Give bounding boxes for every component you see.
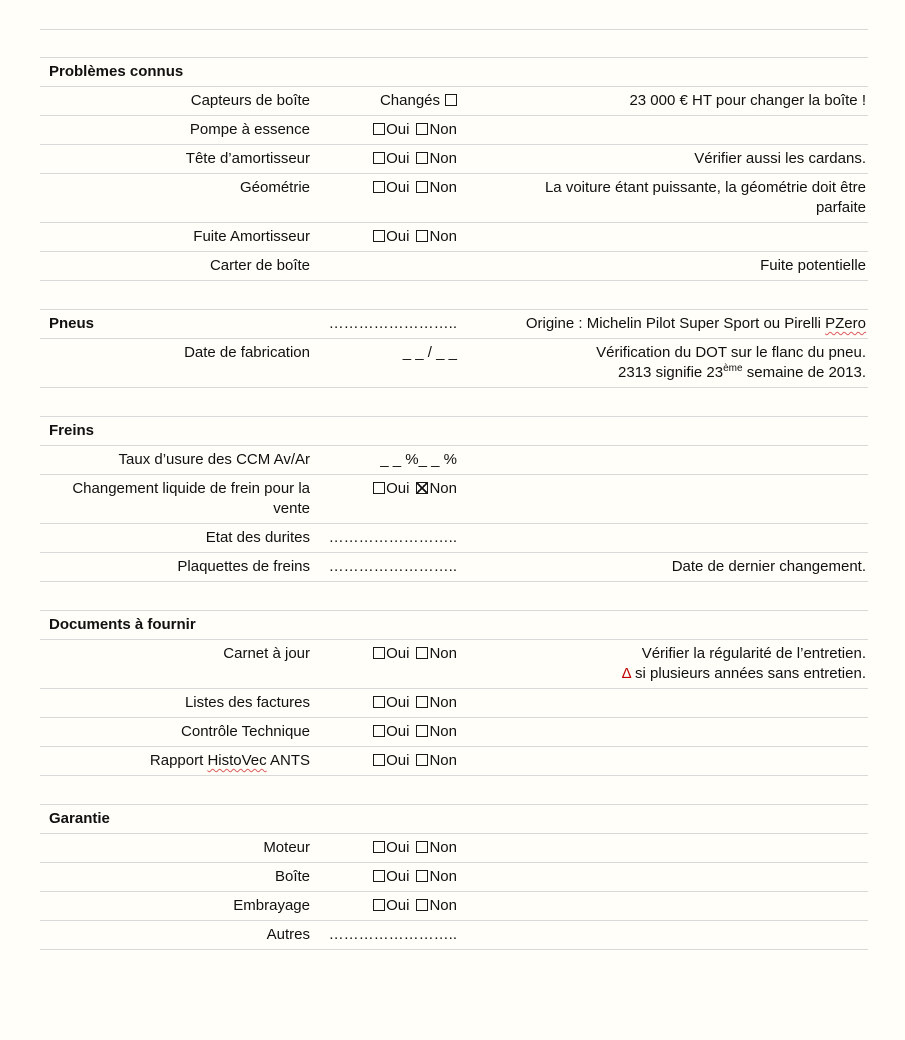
table-row <box>40 339 868 388</box>
checkbox-option-yes <box>373 694 409 711</box>
checkbox-label-yes: Oui <box>386 897 410 914</box>
section-gap <box>40 281 868 309</box>
section-header-row <box>40 804 868 834</box>
row-note-cell <box>460 921 868 929</box>
checkbox-no[interactable] <box>416 181 428 193</box>
row-label <box>40 718 310 746</box>
section-title-text: Garantie <box>49 810 110 827</box>
row-note-cell <box>460 524 868 532</box>
checkbox-yes[interactable] <box>373 152 385 164</box>
row-label <box>40 87 310 115</box>
checkbox-option-no <box>416 179 457 196</box>
row-value-cell <box>310 116 460 144</box>
row-note-cell <box>460 553 868 581</box>
row-note-cell <box>460 145 868 173</box>
checkbox-label-no: Non <box>429 839 457 856</box>
section-note-cell <box>460 58 868 66</box>
checkbox-option-yes <box>373 868 409 885</box>
row-label-text: Changement liquide de frein pour la vente <box>72 480 310 517</box>
checkbox-option-no <box>416 868 457 885</box>
section-note-cell <box>460 310 868 338</box>
checkbox-no-checked[interactable] <box>416 482 428 494</box>
checkbox-yes[interactable] <box>373 754 385 766</box>
row-note-cell <box>460 223 868 231</box>
table-row <box>40 747 868 776</box>
row-label-text: Embrayage <box>233 897 310 914</box>
section-header-row <box>40 58 868 87</box>
checkbox-option-yes <box>373 480 409 497</box>
checkbox-option-no <box>416 723 457 740</box>
checkbox-option-no <box>416 694 457 711</box>
table-row <box>40 718 868 747</box>
row-label-text: Pompe à essence <box>189 121 310 138</box>
checkbox-no[interactable] <box>416 841 428 853</box>
row-label <box>40 339 310 367</box>
row-value-cell <box>310 524 460 552</box>
row-value-cell <box>310 475 460 503</box>
checkbox-no[interactable] <box>416 123 428 135</box>
row-note: 2313 signifie 23ème semaine de 2013. <box>618 363 866 381</box>
row-label <box>40 475 310 523</box>
row-label-text: Moteur <box>263 839 310 856</box>
row-value-cell <box>310 640 460 668</box>
checkbox-label-no: Non <box>429 645 457 662</box>
underscore-fill-in-field[interactable]: _ _ / _ _ <box>402 344 457 361</box>
labeled-checkbox <box>380 92 457 109</box>
checkbox-option-no <box>416 645 457 662</box>
checkbox-option-no <box>416 839 457 856</box>
checkbox-option-yes <box>373 897 409 914</box>
table-row <box>40 524 868 553</box>
checkbox-option-no <box>416 897 457 914</box>
row-label-text: Fuite Amortisseur <box>193 228 310 245</box>
checkbox-label-no: Non <box>429 480 457 497</box>
checkbox-no[interactable] <box>416 870 428 882</box>
section-note-cell <box>460 805 868 813</box>
section-title-text: Freins <box>49 422 95 439</box>
checkbox-no[interactable] <box>416 696 428 708</box>
table-row <box>40 252 868 281</box>
section-note-cell <box>460 417 868 425</box>
row-value-cell <box>310 145 460 173</box>
row-label <box>40 921 310 949</box>
row-label-text: Géométrie <box>239 179 310 196</box>
checkbox-label-yes: Oui <box>386 179 410 196</box>
checkbox-yes[interactable] <box>373 725 385 737</box>
checkbox-label-yes: Oui <box>386 694 410 711</box>
checkbox[interactable] <box>445 94 457 106</box>
row-note: Vérification du DOT sur le flanc du pneu. <box>596 344 866 361</box>
checkbox-label-no: Non <box>429 121 457 138</box>
checkbox-option-yes <box>373 228 409 245</box>
row-note-cell <box>460 640 868 688</box>
section-mid-cell <box>310 805 460 813</box>
row-note-cell <box>460 339 868 387</box>
row-note-cell <box>460 689 868 697</box>
section-title-text: Problèmes connus <box>49 63 184 80</box>
section-mid-cell <box>310 417 460 425</box>
row-note: Vérifier la régularité de l’entretien. <box>641 645 866 662</box>
section-mid-cell <box>310 58 460 66</box>
section-header-row <box>40 416 868 446</box>
row-value-cell <box>310 718 460 746</box>
row-label-text: Tête d’amortisseur <box>185 150 310 167</box>
checkbox-yes[interactable] <box>373 696 385 708</box>
row-note-cell <box>460 718 868 726</box>
row-note-cell <box>460 446 868 454</box>
row-value-cell <box>310 87 460 115</box>
checkbox-no[interactable] <box>416 899 428 911</box>
row-label <box>40 223 310 251</box>
section-title <box>40 417 310 445</box>
row-note: Origine : Michelin Pilot Super Sport ou Pirelli PZero <box>525 315 866 332</box>
checkbox-yes[interactable] <box>373 230 385 242</box>
row-value-cell <box>310 223 460 251</box>
row-label <box>40 446 310 474</box>
row-label <box>40 524 310 552</box>
table-row <box>40 640 868 689</box>
table-row <box>40 446 868 475</box>
checkbox-option-yes <box>373 723 409 740</box>
row-note: Date de dernier changement. <box>671 558 866 575</box>
table-row <box>40 921 868 950</box>
checkbox-no[interactable] <box>416 725 428 737</box>
row-label <box>40 174 310 202</box>
row-value-cell <box>310 252 460 260</box>
warning-delta: Δ <box>621 665 631 682</box>
row-label-text: Date de fabrication <box>184 344 310 361</box>
table-row <box>40 475 868 524</box>
row-value-cell <box>310 892 460 920</box>
checkbox-label-yes: Oui <box>386 150 410 167</box>
checkbox-label-yes: Oui <box>386 868 410 885</box>
checkbox-option-no <box>416 752 457 769</box>
row-label <box>40 689 310 717</box>
checkbox-option-yes <box>373 839 409 856</box>
row-note: parfaite <box>815 199 866 216</box>
row-note-cell <box>460 834 868 842</box>
checkbox-label-no: Non <box>429 228 457 245</box>
table-row <box>40 174 868 223</box>
row-label-text: Contrôle Technique <box>181 723 310 740</box>
row-label <box>40 116 310 144</box>
checkbox-option-no <box>416 480 457 497</box>
checkbox-label-yes: Oui <box>386 839 410 856</box>
row-value-cell <box>310 863 460 891</box>
row-note: Fuite potentielle <box>760 257 866 274</box>
section-mid-cell <box>310 611 460 619</box>
row-value-cell <box>310 689 460 717</box>
row-label <box>40 834 310 862</box>
row-value-cell <box>310 553 460 581</box>
table-row <box>40 223 868 252</box>
checkbox-label-yes: Oui <box>386 480 410 497</box>
spellcheck-flagged-word: HistoVec <box>207 752 267 769</box>
row-label-text: Taux d’usure des CCM Av/Ar <box>118 451 310 468</box>
checkbox-no[interactable] <box>416 647 428 659</box>
checkbox-yes[interactable] <box>373 482 385 494</box>
row-label-text: Capteurs de boîte <box>190 92 310 109</box>
row-note-cell <box>460 252 868 280</box>
row-note: Vérifier aussi les cardans. <box>694 150 866 167</box>
row-note-cell <box>460 475 868 483</box>
table-row <box>40 145 868 174</box>
table-row <box>40 87 868 116</box>
row-label-text: Plaquettes de freins <box>177 558 310 575</box>
row-note-cell <box>460 747 868 755</box>
checkbox-yes[interactable] <box>373 647 385 659</box>
row-value-cell <box>310 446 460 474</box>
checkbox-label-no: Non <box>429 752 457 769</box>
checkbox-label-yes: Oui <box>386 121 410 138</box>
row-value-cell <box>310 339 460 367</box>
row-note: La voiture étant puissante, la géométrie doit être <box>544 179 866 196</box>
table-row <box>40 892 868 921</box>
checkbox-label-no: Non <box>429 868 457 885</box>
checkbox-label-no: Non <box>429 723 457 740</box>
row-label-text: Carnet à jour <box>223 645 310 662</box>
dotted-fill-in-field[interactable]: …………………….. <box>328 558 457 575</box>
checkbox-option-yes <box>373 179 409 196</box>
checkbox-option-yes <box>373 645 409 662</box>
row-value-cell <box>310 921 460 949</box>
section-title <box>40 805 310 833</box>
row-label-text: Carter de boîte <box>209 257 310 274</box>
checkbox-no[interactable] <box>416 152 428 164</box>
checkbox-option-no <box>416 121 457 138</box>
section-title <box>40 310 310 338</box>
checkbox-label-no: Non <box>429 694 457 711</box>
row-label-text: Etat des durites <box>205 529 310 546</box>
row-label <box>40 553 310 581</box>
checkbox-label-yes: Oui <box>386 723 410 740</box>
dotted-fill-in-field[interactable]: …………………….. <box>328 529 457 546</box>
row-note: 23 000 € HT pour changer la boîte ! <box>629 92 866 109</box>
checkbox-label-no: Non <box>429 897 457 914</box>
row-note-cell <box>460 892 868 900</box>
checkbox-option-no <box>416 228 457 245</box>
checkbox-label-yes: Oui <box>386 645 410 662</box>
checkbox-label-no: Non <box>429 150 457 167</box>
underscore-fill-in-field[interactable]: _ _ %_ _ % <box>380 451 457 468</box>
row-note-cell <box>460 174 868 222</box>
checkbox-label-no: Non <box>429 179 457 196</box>
table-row <box>40 689 868 718</box>
row-label-text: Boîte <box>274 868 310 885</box>
checkbox-yes[interactable] <box>373 870 385 882</box>
checkbox-option-yes <box>373 752 409 769</box>
row-note-cell <box>460 863 868 871</box>
checkbox-yes[interactable] <box>373 841 385 853</box>
table-row <box>40 553 868 582</box>
section-gap <box>40 582 868 610</box>
row-label-text: Autres <box>266 926 310 943</box>
checkbox-yes[interactable] <box>373 181 385 193</box>
section-title <box>40 58 310 86</box>
row-value-cell <box>310 834 460 862</box>
row-value-cell <box>310 747 460 775</box>
checkbox-no[interactable] <box>416 754 428 766</box>
checkbox-label-yes: Oui <box>386 752 410 769</box>
row-label <box>40 892 310 920</box>
row-label <box>40 863 310 891</box>
section-gap <box>40 388 868 416</box>
checkbox-yes[interactable] <box>373 899 385 911</box>
checkbox-option-yes <box>373 150 409 167</box>
table-row <box>40 834 868 863</box>
checkbox-label: Changés <box>379 92 440 109</box>
row-label: Rapport HistoVec ANTS <box>149 752 310 769</box>
empty-row <box>40 30 868 58</box>
empty-row <box>40 2 868 30</box>
row-value-cell <box>310 174 460 202</box>
section-header-row <box>40 309 868 339</box>
section-mid-cell <box>310 310 460 338</box>
table-row <box>40 863 868 892</box>
section-gap <box>40 776 868 804</box>
row-note-cell <box>460 116 868 124</box>
section-title-text: Documents à fournir <box>49 616 196 633</box>
checkbox-label-yes: Oui <box>386 228 410 245</box>
section-title-text: Pneus <box>49 315 95 332</box>
checkbox-yes[interactable] <box>373 123 385 135</box>
table-row <box>40 116 868 145</box>
spellcheck-flagged-word: PZero <box>825 315 866 332</box>
row-label <box>40 252 310 280</box>
row-note-cell <box>460 87 868 115</box>
checkbox-option-yes <box>373 121 409 138</box>
row-label <box>40 640 310 668</box>
dotted-fill-in-field[interactable]: …………………….. <box>328 315 457 332</box>
row-note: Δ si plusieurs années sans entretien. <box>621 665 866 682</box>
checklist-table <box>40 2 868 950</box>
section-header-row <box>40 610 868 640</box>
section-note-cell <box>460 611 868 619</box>
section-title <box>40 611 310 639</box>
row-label-text: Listes des factures <box>184 694 310 711</box>
dotted-fill-in-field[interactable]: …………………….. <box>328 926 457 943</box>
checkbox-option-no <box>416 150 457 167</box>
checkbox-no[interactable] <box>416 230 428 242</box>
row-label <box>40 145 310 173</box>
